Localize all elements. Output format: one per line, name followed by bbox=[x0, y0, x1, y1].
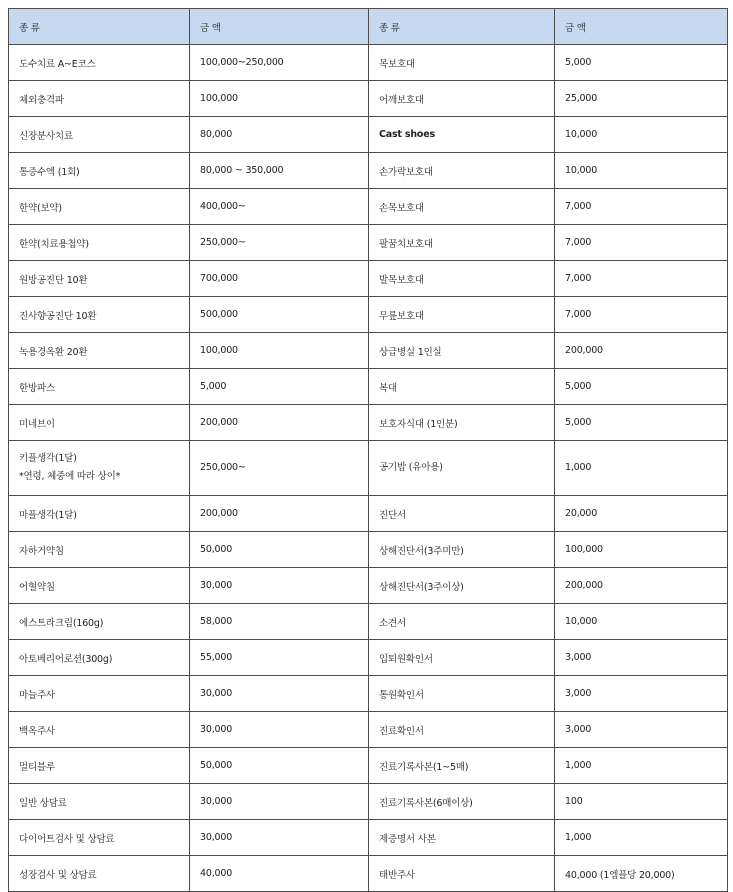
price-left: 55,000 bbox=[190, 640, 369, 676]
item-name-left bbox=[9, 405, 190, 441]
table-row bbox=[9, 532, 728, 568]
table-row bbox=[9, 405, 728, 441]
price-right: 3,000 bbox=[555, 712, 728, 748]
header-price-left: 금 액 bbox=[190, 9, 369, 45]
item-name-text: 한약(보약) bbox=[19, 202, 62, 214]
price-right: 100,000 bbox=[555, 532, 728, 568]
item-name-text: 에스트라크림(160g) bbox=[19, 617, 104, 629]
item-name-text: 백옥주사 bbox=[19, 725, 55, 737]
item-name-right: 상해진단서(3주미만) bbox=[369, 532, 555, 568]
item-name-right: 손목보호대 bbox=[369, 189, 555, 225]
price-left: 30,000 bbox=[190, 784, 369, 820]
price-right: 7,000 bbox=[555, 225, 728, 261]
price-left: 5,000 bbox=[190, 369, 369, 405]
table-row bbox=[9, 45, 728, 81]
header-item-right: 종 류 bbox=[369, 9, 555, 45]
item-name-right: 입퇴원확인서 bbox=[369, 640, 555, 676]
item-name-right: 진단서 bbox=[369, 496, 555, 532]
item-name-text: 진사향공진단 10환 bbox=[19, 310, 97, 322]
table-row bbox=[9, 604, 728, 640]
table-row bbox=[9, 640, 728, 676]
item-name-text: 신장분사치료 bbox=[19, 130, 73, 142]
price-right: 1,000 bbox=[555, 748, 728, 784]
item-name-left bbox=[9, 441, 190, 496]
price-right: 1,000 bbox=[555, 820, 728, 856]
price-left: 100,000 bbox=[190, 81, 369, 117]
item-name-left bbox=[9, 117, 190, 153]
price-left: 100,000~250,000 bbox=[190, 45, 369, 81]
item-name-left bbox=[9, 640, 190, 676]
table-row bbox=[9, 441, 728, 496]
header-item-left: 종 류 bbox=[9, 9, 190, 45]
price-left: 700,000 bbox=[190, 261, 369, 297]
item-name-text: 미네브이 bbox=[19, 418, 55, 430]
price-right: 20,000 bbox=[555, 496, 728, 532]
item-name-left bbox=[9, 189, 190, 225]
item-name-left bbox=[9, 297, 190, 333]
fee-table-body bbox=[9, 45, 728, 892]
table-row bbox=[9, 568, 728, 604]
item-name-text: 성장검사 및 상담료 bbox=[19, 869, 97, 881]
table-row bbox=[9, 117, 728, 153]
fee-table-header bbox=[9, 9, 728, 45]
item-name-right: 무릎보호대 bbox=[369, 297, 555, 333]
item-name-right: Cast shoes bbox=[369, 117, 555, 153]
table-row bbox=[9, 153, 728, 189]
price-right: 10,000 bbox=[555, 153, 728, 189]
price-right: 5,000 bbox=[555, 45, 728, 81]
item-name-left bbox=[9, 225, 190, 261]
price-left: 58,000 bbox=[190, 604, 369, 640]
price-right: 3,000 bbox=[555, 640, 728, 676]
item-name-text: 원방공진단 10환 bbox=[19, 274, 88, 286]
item-name-left bbox=[9, 712, 190, 748]
price-left: 200,000 bbox=[190, 405, 369, 441]
price-right: 3,000 bbox=[555, 676, 728, 712]
item-name-right: 복대 bbox=[369, 369, 555, 405]
table-row bbox=[9, 496, 728, 532]
price-right: 40,000 (1엠플당 20,000) bbox=[555, 856, 728, 892]
item-name-text: 한방파스 bbox=[19, 382, 55, 394]
item-name-text: 마늘주사 bbox=[19, 689, 55, 701]
item-name-left bbox=[9, 496, 190, 532]
item-name-left bbox=[9, 820, 190, 856]
price-left: 50,000 bbox=[190, 532, 369, 568]
price-left: 80,000 bbox=[190, 117, 369, 153]
item-name-right: 상해진단서(3주이상) bbox=[369, 568, 555, 604]
item-name-left bbox=[9, 153, 190, 189]
item-name-left bbox=[9, 81, 190, 117]
price-right: 25,000 bbox=[555, 81, 728, 117]
table-row bbox=[9, 333, 728, 369]
item-name-text: 한약(치료용첩약) bbox=[19, 238, 89, 250]
item-name-text: 다이어트검사 및 상담료 bbox=[19, 833, 115, 845]
table-row bbox=[9, 81, 728, 117]
price-left: 100,000 bbox=[190, 333, 369, 369]
table-row bbox=[9, 856, 728, 892]
table-row bbox=[9, 712, 728, 748]
header-row bbox=[9, 9, 728, 45]
item-name-text: 도수치료 A~E코스 bbox=[19, 58, 96, 70]
item-name-left bbox=[9, 333, 190, 369]
price-right: 10,000 bbox=[555, 604, 728, 640]
item-name-text: 멀티블루 bbox=[19, 761, 55, 773]
item-name-left bbox=[9, 568, 190, 604]
item-name-text: 마플생각(1달) bbox=[19, 509, 77, 521]
table-row bbox=[9, 748, 728, 784]
table-row bbox=[9, 225, 728, 261]
price-right: 7,000 bbox=[555, 189, 728, 225]
item-name-text: 키플생각(1달) bbox=[19, 453, 77, 464]
table-row bbox=[9, 784, 728, 820]
item-name-right: 보호자식대 (1인분) bbox=[369, 405, 555, 441]
item-name-left bbox=[9, 369, 190, 405]
item-name-right: 상급병실 1인실 bbox=[369, 333, 555, 369]
price-left: 400,000~ bbox=[190, 189, 369, 225]
price-left: 40,000 bbox=[190, 856, 369, 892]
item-name-left bbox=[9, 532, 190, 568]
item-name-left bbox=[9, 261, 190, 297]
item-name-right: 진료기록사본(1~5매) bbox=[369, 748, 555, 784]
item-name-right: 진료확인서 bbox=[369, 712, 555, 748]
item-name-text: 체외충격파 bbox=[19, 94, 64, 106]
item-name-right: 통원확인서 bbox=[369, 676, 555, 712]
price-right: 200,000 bbox=[555, 333, 728, 369]
price-left: 30,000 bbox=[190, 712, 369, 748]
table-row bbox=[9, 369, 728, 405]
item-name-left bbox=[9, 676, 190, 712]
price-right: 5,000 bbox=[555, 405, 728, 441]
price-left: 80,000 ~ 350,000 bbox=[190, 153, 369, 189]
price-left: 250,000~ bbox=[190, 225, 369, 261]
item-name-text: 아토베리어로션(300g) bbox=[19, 653, 113, 665]
table-row bbox=[9, 676, 728, 712]
item-name-right: 소견서 bbox=[369, 604, 555, 640]
item-name-right: 공기밥 (유아용) bbox=[369, 441, 555, 496]
table-row bbox=[9, 189, 728, 225]
table-row bbox=[9, 820, 728, 856]
item-name-left bbox=[9, 856, 190, 892]
table-row bbox=[9, 261, 728, 297]
price-left: 30,000 bbox=[190, 676, 369, 712]
item-name-right: 발목보호대 bbox=[369, 261, 555, 297]
item-name-left bbox=[9, 604, 190, 640]
item-name-text: 일반 상담료 bbox=[19, 797, 67, 809]
table-row bbox=[9, 297, 728, 333]
item-name-text: 통증수액 (1회) bbox=[19, 166, 80, 178]
item-name-right: 진료기록사본(6매이상) bbox=[369, 784, 555, 820]
price-left: 500,000 bbox=[190, 297, 369, 333]
item-name-left bbox=[9, 45, 190, 81]
price-right: 7,000 bbox=[555, 261, 728, 297]
price-right: 10,000 bbox=[555, 117, 728, 153]
fee-table bbox=[8, 8, 728, 892]
item-name-right: 손가락보호대 bbox=[369, 153, 555, 189]
price-right: 1,000 bbox=[555, 441, 728, 496]
price-right: 5,000 bbox=[555, 369, 728, 405]
item-name-text: 자하거약침 bbox=[19, 545, 64, 557]
price-left: 250,000~ bbox=[190, 441, 369, 496]
item-note-text: *연령, 체중에 따라 상이* bbox=[19, 471, 121, 482]
price-left: 200,000 bbox=[190, 496, 369, 532]
price-right: 200,000 bbox=[555, 568, 728, 604]
item-name-left bbox=[9, 748, 190, 784]
price-left: 30,000 bbox=[190, 820, 369, 856]
item-name-left bbox=[9, 784, 190, 820]
item-name-right: 팔꿈치보호대 bbox=[369, 225, 555, 261]
item-name-right: 목보호대 bbox=[369, 45, 555, 81]
item-name-right: 어깨보호대 bbox=[369, 81, 555, 117]
item-name-text: 녹용경옥환 20환 bbox=[19, 346, 88, 358]
price-right: 100 bbox=[555, 784, 728, 820]
item-name-right: 제증명서 사본 bbox=[369, 820, 555, 856]
item-name-text: 어혈약침 bbox=[19, 581, 55, 593]
price-right: 7,000 bbox=[555, 297, 728, 333]
price-left: 30,000 bbox=[190, 568, 369, 604]
item-name-right: 태반주사 bbox=[369, 856, 555, 892]
header-price-right: 금 액 bbox=[555, 9, 728, 45]
price-left: 50,000 bbox=[190, 748, 369, 784]
